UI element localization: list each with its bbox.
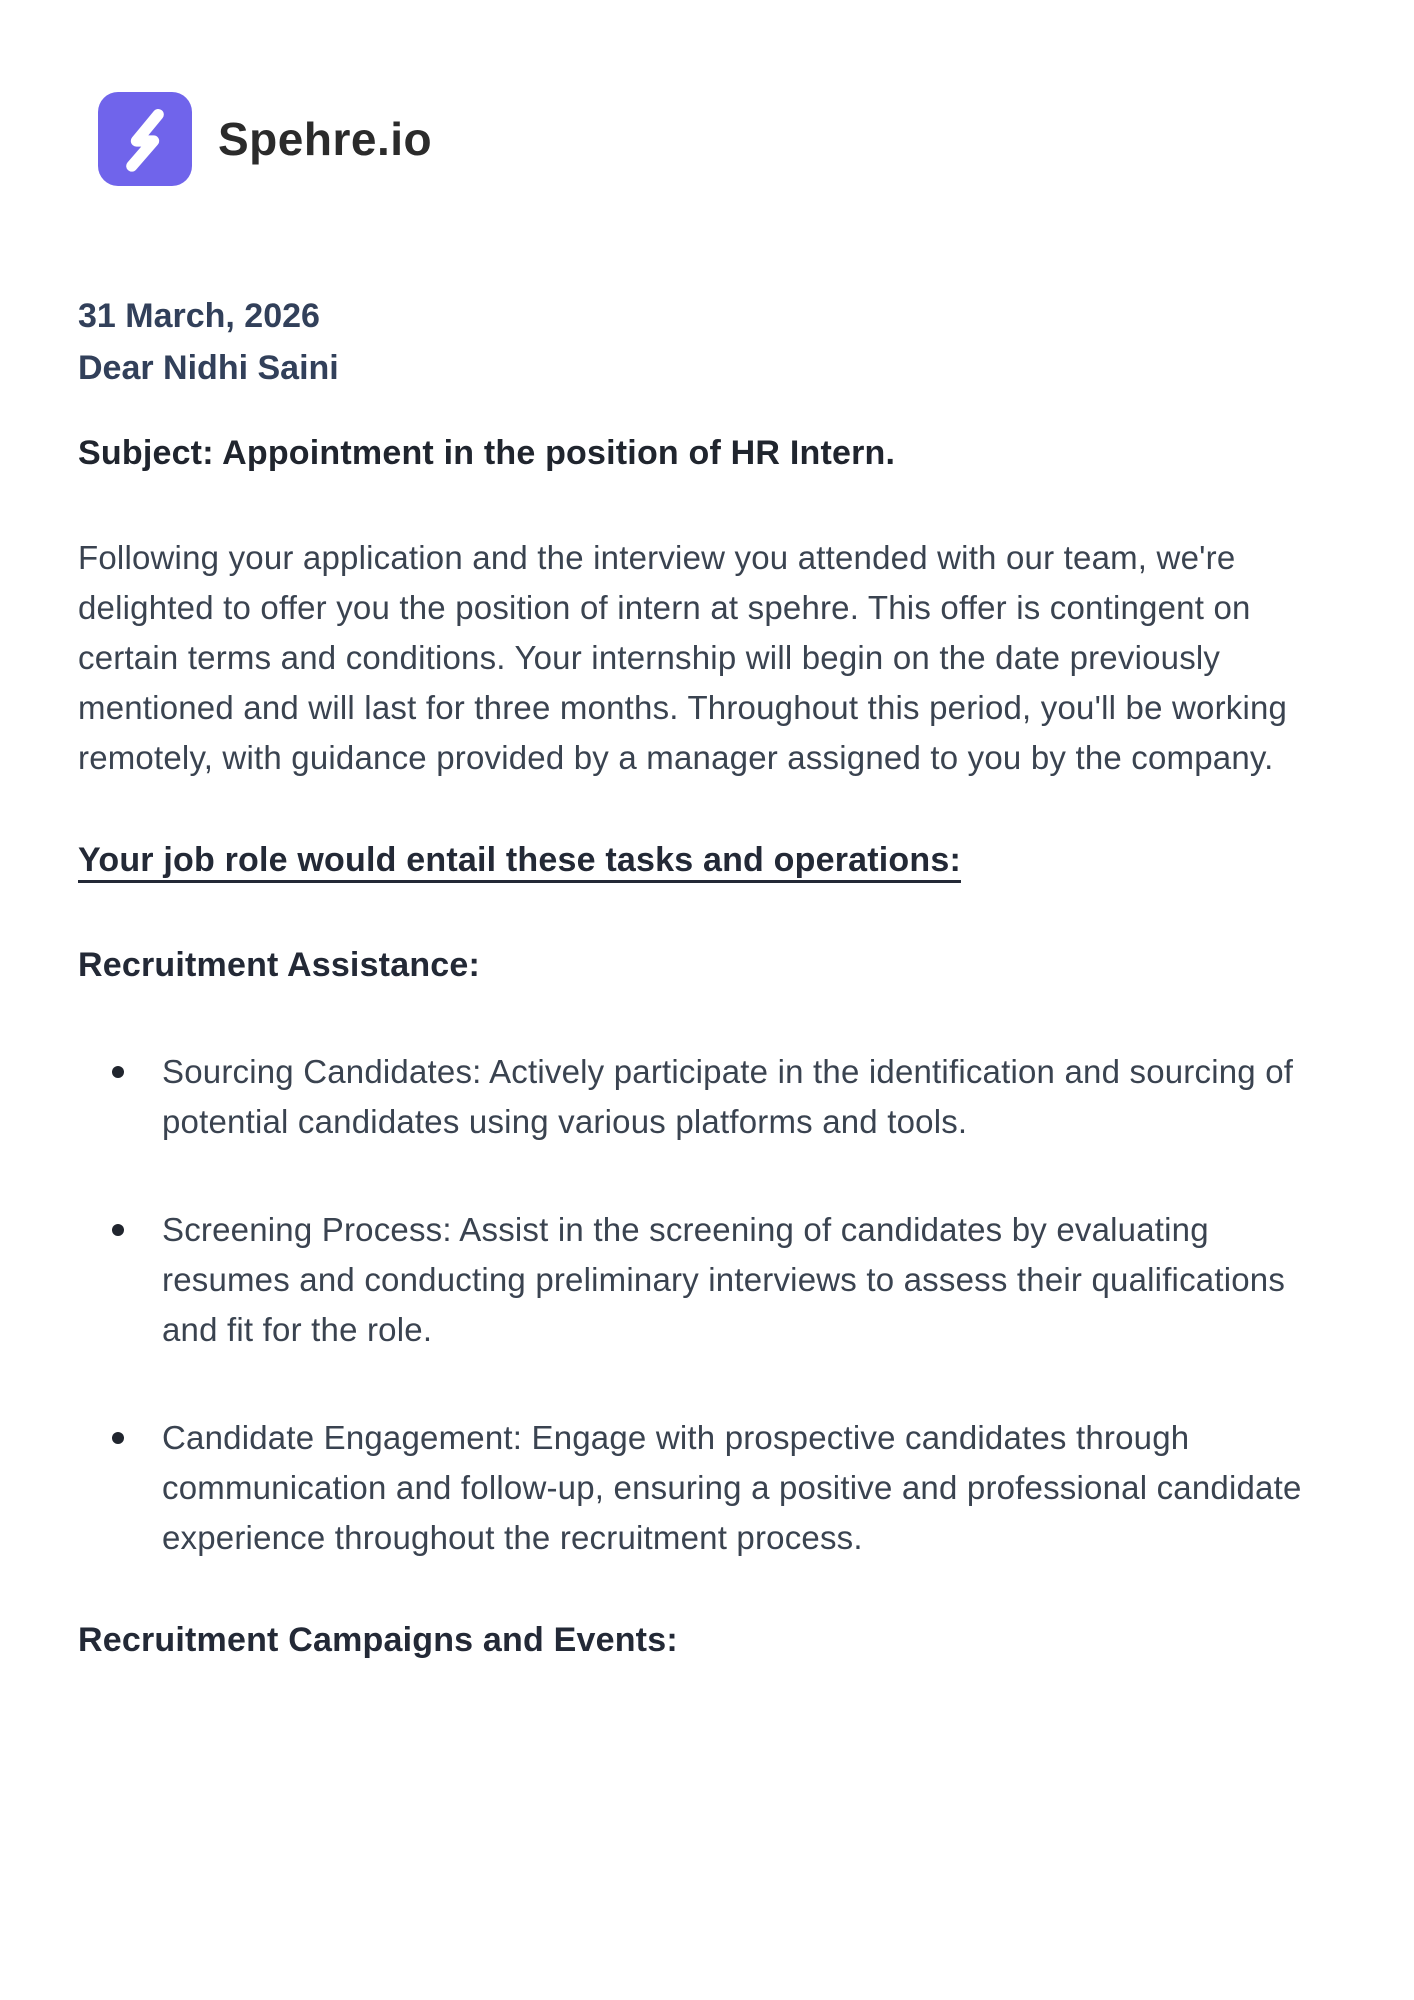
section-title-recruitment-assistance: Recruitment Assistance: [78, 946, 481, 984]
recruitment-assistance-bullets [112, 1047, 1334, 1563]
letter-salutation: Dear Nidhi Saini [78, 349, 339, 387]
tasks-heading: Your job role would entail these tasks and operations: [78, 841, 961, 879]
intro-paragraph: Following your application and the interview you attended with our team, we're delighted to offer you the position of intern at spehre. This offer is contingent on certain terms and conditions. Your internship will begin on the date previously mentioned and will last for three months. Throughout this period, you'll be working remotely, with guidance provided by a manager assigned to you by the company. [78, 539, 1288, 776]
bullet-screening-process: Screening Process: Assist in the screening of candidates by evaluating resumes and conducting preliminary interviews to assess their qualifications and fit for the role. [112, 1205, 1334, 1355]
letter-date: 31 March, 2026 [78, 297, 320, 335]
bullet-candidate-engagement: Candidate Engagement: Engage with prospective candidates through communication and follow-up, ensuring a positive and professional candidate experience throughout the recruitment process. [112, 1413, 1334, 1563]
brand-name: Spehre.io [218, 113, 433, 165]
section-title-recruitment-campaigns: Recruitment Campaigns and Events: [78, 1621, 678, 1659]
spehre-logo-icon [98, 92, 192, 186]
brand-header [98, 92, 1334, 186]
subject-line: Subject: Appointment in the position of HR Intern. [78, 434, 896, 472]
date-salutation-block [78, 290, 1334, 394]
bullet-sourcing-candidates: Sourcing Candidates: Actively participate in the identification and sourcing of potential candidates using various platforms and tools. [112, 1047, 1334, 1147]
